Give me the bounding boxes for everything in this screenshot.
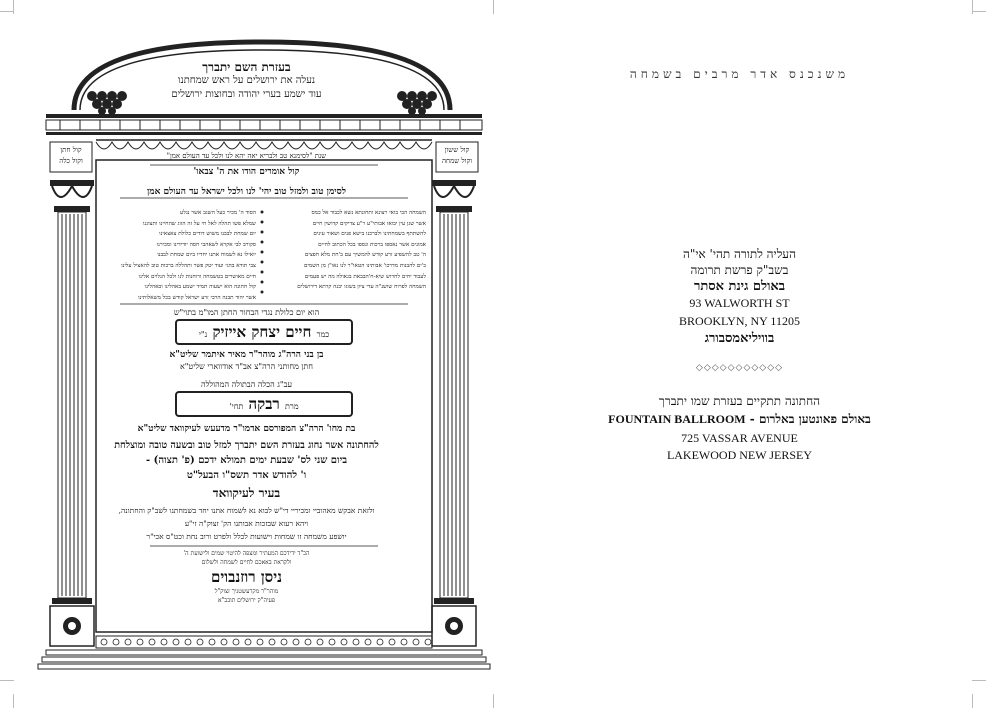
side-box-left-line-1: קול חתן [60, 146, 82, 154]
groom-intro: הוא יום כלולת נגדי הבחור החתן המו"מ בתוי"ש [173, 308, 320, 317]
header-line-2: נעלה את ירושלים על ראש שמחתנו [177, 75, 316, 86]
poem-line: אמונים אשר נאספו ברכות ונספו בכל הכתוב לחיים [318, 241, 426, 248]
side-box-right-line-2: וקול שמחה [441, 157, 473, 165]
address-line-1: 93 WALWORTH ST [689, 296, 790, 310]
crop-mark [972, 694, 973, 708]
signature-line-4: פעיה"ק ירושלים תובב"א [217, 597, 276, 604]
wedding-announcement: החתונה תתקיים בעזרת שמו יתברך [658, 394, 821, 408]
fold-mark [493, 694, 494, 708]
invite-line-3: יושפע משמחה זו שמחות וישועות לכלל ולפרט ורוב נחת וכט"ס אכי"ר [146, 532, 347, 541]
hall-hebrew: באולם פאונטען באלרום [758, 412, 871, 426]
city-hebrew: בוויליאמסבורג [704, 331, 775, 346]
header-line-3: עוד ישמע בערי יהודה ובחוצות ירושלים [171, 89, 322, 100]
poem-left-column [104, 208, 256, 303]
poem-line: הסוד ה' מכיר כעל השגב אשר נגלע [180, 210, 256, 216]
groom-name-line [176, 323, 352, 344]
poem-line: קול חתונה הוא ישעוה תמיד ישמע באהלינו ובאהלינו [144, 284, 256, 291]
poem-line: להשתתף בשמחתינו ולברכנו בישא פנים ושאור עינים [313, 231, 426, 238]
poem-line: השמחה הבי בואי רצונא ותחונתא נשא לכבוד אל כמס [311, 210, 426, 216]
invite-line-1: ולזאת אבקש מאהוביי ומכיריי די"ש לבוא נא לשמוח אתנו יחד בשמחתנו לשב"ק והחתונה, [118, 506, 375, 515]
header-line-1: בעזרת השם יתברך [202, 60, 291, 74]
bride-name-line [176, 395, 352, 416]
bride-parent: בת מחו' הרה"צ המפורסם אדמו"ר מדעעש לעיקוואד שליט"א [137, 424, 356, 434]
address-line-3: 725 VASSAR AVENUE [681, 431, 798, 445]
poem-line: צבי תודא בהגי ועוד יטק פשר ותהללה ברכות טוב להאציל עלינו [121, 262, 256, 269]
signature-line-3: מוהר"ר מקרעשטניך זצוק"ל [214, 588, 279, 595]
divider: ◇◇◇◇◇◇◇◇◇◇◇ [695, 363, 784, 373]
wedding-line-3: ו' להודש אדר תשס"ו הבעל"ט [186, 470, 307, 481]
poem-line: שמלא פשו תהלה לאל חי על זה הזוג שהחיינו ותצוגנו [143, 220, 256, 227]
wedding-line-2: ביום שני לס' שבעת ימים תמולא ידכם (פ' תצוה) - [145, 455, 348, 466]
aliyah-line-1: העליה לתורה תהי' אי"ה [682, 247, 797, 261]
hall-separator: - [745, 412, 759, 426]
signature-name: ניסן רוזנבוים [210, 568, 282, 586]
hall-english: FOUNTAIN BALLROOM [608, 412, 746, 426]
wedding-line-4: בעיר לעיקוואד [212, 486, 281, 500]
poem-line: השמחה לפרוח שושנ"ה עדי ציון בשוגו יבנה קרתא דירושלים [297, 284, 426, 291]
groom-parent-1: בן בני הרה"ג מוהר"ר מאיר איתמר שליט"א [169, 350, 324, 360]
poem-right-column [270, 208, 426, 293]
signature-line-1: הכ"ד ידידכם המעתיר ומצפה להיטוי שמים ולישועת ה' [183, 550, 310, 557]
poem-line: יואילו נא לשמוח אתנו יחדיו ביום שמחת לבבנו [157, 252, 256, 259]
wedding-hall-line [493, 412, 986, 427]
poem-line: ב'ים להבנות מדרכו' אבותינו הטאו"ר לנו נאו"ן מן השמים [303, 262, 426, 269]
side-box-left-line-2: וקול כלה [59, 157, 83, 165]
crop-mark [972, 0, 973, 14]
groom-name: חיים יצחק אייזיק [212, 323, 312, 341]
poem-line: ה' טב להשפיע זרע קודש להמשיך עם ב'חת מלא חפצים [304, 252, 426, 259]
poem-line: לעבוד יחים לחרוש שיא-ח'הבבאת בגאולה מה יש פעמים [304, 273, 426, 280]
bride-prefix: מרת [285, 402, 299, 411]
crop-mark [972, 680, 986, 681]
address-line-4: LAKEWOOD NEW JERSEY [666, 448, 813, 462]
intro-line-2: קול אומרים הודו את ה' צבאו' [193, 167, 300, 177]
blessing-title: לסימן טוב ולמזל טוב יהי' לנו ולכל ישראל עד העולם אמן [147, 187, 346, 197]
invite-line-2: ויהא רעוא שבזכות אבותנו הק' זצוק"ה זי"ע [184, 519, 309, 528]
aliyah-line-2: בשב"ק פרשת תרומה [690, 263, 789, 277]
signature-line-2: ולקראת באאכם לחיים לשמחה ולשלום [201, 559, 292, 566]
poem-line: חיים מאושרים בטשמחה ורוחנות לנו ולכל הנלוים אלינו [138, 273, 256, 280]
poem-line: יום שמחת לבבנו משוש דודים כלולת צאצאינו [159, 231, 256, 238]
motto: משנכנס אדר מרבים בשמחה [629, 67, 850, 81]
bride-intro: עב"ג הכלה הבתולה המהוללה [201, 380, 292, 389]
poem-line: אשר שגן עין יבואו אבותי"ע ר"ע צדיקים קדושין חיים [312, 220, 426, 227]
crop-mark [972, 11, 986, 12]
bride-name: רבקה [248, 395, 280, 413]
wedding-line-1: להחתונה אשר נחוג בעזרת השם יתברך למזל טוב ובשעה טובה ומוצלחת [114, 440, 379, 451]
poem-line: אשר יהוד תבנה הרבי זרע ישראל קודש בכל משאלותינו [138, 294, 256, 301]
poem-line: סקורב לבי אקרא לשאהבי חסה יודידינו ומכירנו [156, 241, 256, 248]
intro-line-1: שנת "לסימנא טב ולבריא יאה יהא לנו ולכל עד העולם אמן" [166, 152, 327, 160]
address-line-2: BROOKLYN, NY 11205 [679, 314, 800, 328]
fold-mark [493, 0, 494, 14]
groom-parent-2: חתן מחותני הרה"צ אב"ד אודווארי שליט"א [179, 362, 314, 371]
aliyah-hall: באולם גינת אסתר [693, 279, 786, 294]
groom-suffix: נ"י [198, 330, 208, 339]
bride-suffix: תחי' [229, 402, 244, 411]
side-box-right-line-1: קול ששון [444, 146, 470, 154]
groom-prefix: כמר [316, 330, 330, 339]
